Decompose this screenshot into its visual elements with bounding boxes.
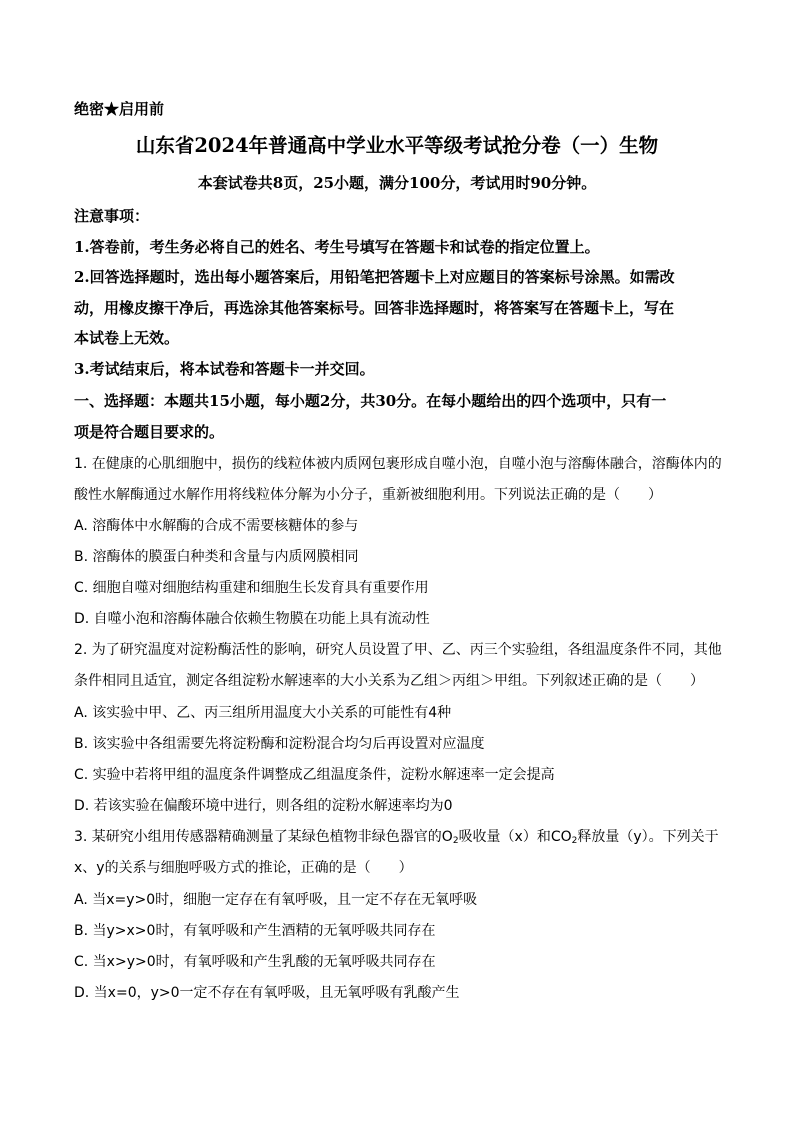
question-2-option-b: B. 该实验中各组需要先将淀粉酶和淀粉混合均匀后再设置对应温度 [74,736,485,752]
question-1-stem-cont: 酸性水解酶通过水解作用将线粒体分解为小分子，重新被细胞利用。下列说法正确的是（ ） [74,487,662,503]
q3-stem-part: 释放量（y）。下列关于 [577,829,719,845]
question-2-option-a: A. 该实验中甲、乙、丙三组所用温度大小关系的可能性有4种 [74,705,452,721]
section-heading: 一、选择题：本题共15小题，每小题2分，共30分。在每小题给出的四个选项中，只有一 [74,392,667,410]
question-3-option-c: C. 当x>y>0时，有氧呼吸和产生乳酸的无氧呼吸共同存在 [74,954,436,970]
question-1-option-b: B. 溶酶体的膜蛋白种类和含量与内质网膜相同 [74,549,359,565]
confidential-label: 绝密★启用前 [74,100,165,118]
page-title: 山东省2024年普通高中学业水平等级考试抢分卷（一）生物 [135,134,659,157]
q3-stem-part: 吸收量（x）和CO [458,829,572,845]
question-2-option-c: C. 实验中若将甲组的温度条件调整成乙组温度条件，淀粉水解速率一定会提高 [74,767,555,783]
question-3-stem [74,826,719,846]
question-1-option-c: C. 细胞自噬对细胞结构重建和细胞生长发育具有重要作用 [74,580,429,596]
subscript: 2 [571,836,578,846]
exam-info: 本套试卷共8页，25小题，满分100分，考试用时90分钟。 [197,174,597,192]
question-3-option-a: A. 当x=y>0时，细胞一定存在有氧呼吸，且一定不存在无氧呼吸 [74,892,478,908]
note-item: 3.考试结束后，将本试卷和答题卡一并交回。 [74,360,375,378]
note-item: 1.答卷前，考生务必将自己的姓名、考生号填写在答题卡和试卷的指定位置上。 [74,238,600,256]
note-item: 2.回答选择题时，选出每小题答案后，用铅笔把答题卡上对应题目的答案标号涂黑。如需改 [74,268,675,286]
question-3-option-d: D. 当x=0，y>0一定不存在有氧呼吸，且无氧呼吸有乳酸产生 [74,985,460,1001]
q3-stem-part: 3. 某研究小组用传感器精确测量了某绿色植物非绿色器官的O [74,829,453,845]
subscript: 2 [452,836,459,846]
question-2-stem: 2. 为了研究温度对淀粉酶活性的影响，研究人员设置了甲、乙、丙三个实验组，各组温度条件不同，其他 [74,642,722,658]
question-2-stem-cont: 条件相同且适宜，测定各组淀粉水解速率的大小关系为乙组＞丙组＞甲组。下列叙述正确的是（ ） [74,673,704,689]
note-item: 本试卷上无效。 [74,329,180,347]
question-1-stem: 1. 在健康的心肌细胞中，损伤的线粒体被内质网包裹形成自噬小泡，自噬小泡与溶酶体融合，溶酶体内的 [74,456,722,472]
section-heading-cont: 项是符合题目要求的。 [74,423,225,441]
question-3-option-b: B. 当y>x>0时，有氧呼吸和产生酒精的无氧呼吸共同存在 [74,923,436,939]
note-item: 动，用橡皮擦干净后，再选涂其他答案标号。回答非选择题时，将答案写在答题卡上，写在 [74,299,675,317]
question-1-option-d: D. 自噬小泡和溶酶体融合依赖生物膜在功能上具有流动性 [74,611,430,627]
question-1-option-a: A. 溶酶体中水解酶的合成不需要核糖体的参与 [74,518,359,534]
question-3-stem-cont: x、y的关系与细胞呼吸方式的推论，正确的是（ ） [74,860,413,876]
notes-heading: 注意事项： [74,207,150,225]
question-2-option-d: D. 若该实验在偏酸环境中进行，则各组的淀粉水解速率均为0 [74,798,453,814]
